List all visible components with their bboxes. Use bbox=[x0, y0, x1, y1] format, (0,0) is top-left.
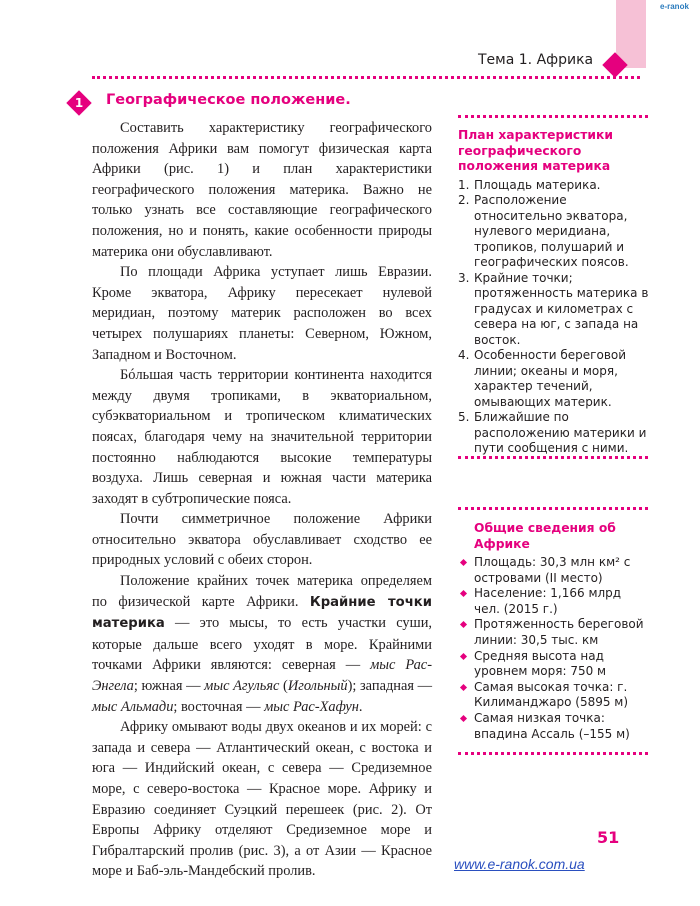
plan-box-top-divider bbox=[458, 115, 648, 118]
topic-title: Тема 1. Африка bbox=[478, 52, 594, 68]
list-item bbox=[458, 711, 650, 742]
list-item bbox=[458, 680, 650, 711]
list-item-text: Самая высокая точка: г. Килиманджаро (5895 м) bbox=[474, 679, 629, 710]
list-item bbox=[458, 617, 650, 648]
bullet-diamond-icon bbox=[460, 653, 467, 660]
cape-south: мыс Агульяс bbox=[204, 678, 280, 695]
list-item bbox=[458, 649, 650, 680]
paragraph-climate: Бóльшая часть территории континента находится между двумя тропиками, в экваториальном, субэкваториальном и тропическом климатических поясах, благодаря чему на значительной территории постоянно наблюдаются высокие температуры воздуха. Лишь северная и южная части материка заходят в субтропические пояса. bbox=[92, 367, 432, 507]
extreme-end: . bbox=[358, 698, 363, 715]
paragraph-area: По площади Африка уступает лишь Евразии. Кроме экватора, Африку пересекает нулевой меридиан, поэтому материк расположен во всех четырех полушариях планеты: Северном, Южном, Западном и Восточном. bbox=[92, 264, 432, 363]
paragraph-extreme-points bbox=[92, 571, 432, 717]
plan-box bbox=[458, 128, 650, 457]
bullet-diamond-icon bbox=[460, 715, 467, 722]
list-item bbox=[458, 193, 650, 271]
list-item-text: Самая низкая точка: впадина Ассаль (–155 м) bbox=[474, 710, 630, 741]
section-number: 1 bbox=[74, 96, 84, 110]
publisher-site-link[interactable]: www.e-ranok.com.ua bbox=[454, 856, 585, 872]
list-item-number: 2. bbox=[458, 193, 470, 207]
extreme-term: Крайние точки материка bbox=[92, 594, 432, 632]
publisher-logo: e-ranok bbox=[660, 2, 689, 11]
list-item-text: Площадь материка. bbox=[474, 177, 601, 192]
list-item bbox=[458, 348, 650, 410]
header-divider bbox=[92, 76, 640, 79]
paragraph-symmetry: Почти симметричное положение Африки относительно экватора обуславливает сходство ее природных условий с обеих сторон. bbox=[92, 511, 432, 569]
facts-box-title: Общие сведения об Африке bbox=[474, 521, 616, 551]
section-title: Географическое положение. bbox=[106, 92, 351, 108]
west-label: ); западная — bbox=[347, 678, 432, 695]
list-item bbox=[458, 271, 650, 349]
bullet-diamond-icon bbox=[460, 684, 467, 691]
facts-box bbox=[458, 521, 650, 742]
list-item-number: 3. bbox=[458, 270, 470, 285]
list-item-text: Крайние точки; протяженность материка в градусах и километрах с севера на юг, с запада на восток. bbox=[474, 270, 649, 347]
paragraph-intro: Составить характеристику географического положения Африки вам помогут физическая карта Африки (рис. 1) и план характеристики географического положения материка. Важно не только узнать все составляющие географического положения, но и понять, какие особенности природы материка они обуславливают. bbox=[92, 120, 432, 260]
plan-list bbox=[458, 178, 650, 457]
list-item bbox=[458, 555, 650, 586]
list-item-number: 5. bbox=[458, 410, 470, 424]
facts-box-bottom-divider bbox=[458, 752, 648, 755]
list-item-text: Протяженность береговой линии: 30,5 тыс. км bbox=[474, 617, 644, 647]
bullet-diamond-icon bbox=[460, 559, 467, 566]
list-item bbox=[458, 178, 650, 194]
east-label: ; восточная — bbox=[173, 698, 265, 715]
cape-east: мыс Рас-Хафун bbox=[264, 698, 359, 715]
facts-box-top-divider bbox=[458, 507, 648, 510]
bullet-diamond-icon bbox=[460, 590, 467, 597]
extreme-intro: Положение крайних точек материка определяем по физической карте Африки. bbox=[92, 573, 432, 610]
list-item-text: Особенности береговой линии; океаны и моря, характер течений, омывающих материк. bbox=[474, 348, 627, 409]
paragraph-oceans: Африку омывают воды двух океанов и их морей: с запада и севера — Атлантический океан, с востока и юга — Индийский океан, с севера — Средиземное море, с северо-востока — Красное море. Африку и Евразию соединяет Суэцкий перешеек (рис. 2). От Европы Африку отделяют Средиземное море и Гибралтарский пролив (рис. 3), а от Азии — Красное море и Баб-эль-Мандебский пролив. bbox=[92, 719, 432, 880]
cape-south-alt: Игольный bbox=[287, 678, 348, 695]
list-item bbox=[458, 586, 650, 617]
list-item-number: 1. bbox=[458, 177, 470, 192]
list-item-text: Население: 1,166 млрд чел. (2015 г.) bbox=[474, 586, 622, 616]
plan-box-title: План характеристики географического положения материка bbox=[458, 128, 613, 173]
facts-list bbox=[458, 555, 650, 742]
page-number: 51 bbox=[597, 828, 620, 847]
south-label: ; южная — bbox=[133, 678, 205, 695]
section-heading bbox=[74, 92, 432, 116]
extreme-definition: — это мысы, то есть участки суши, которые дальше всего уходят в море. Крайними точками Африки являются: северная — bbox=[92, 615, 432, 674]
plan-box-bottom-divider bbox=[458, 456, 648, 459]
list-item-text: Средняя высота над уровнем моря: 750 м bbox=[474, 648, 607, 679]
south-alt-open: ( bbox=[279, 678, 288, 695]
cape-west: мыс Альмади bbox=[92, 698, 174, 715]
cape-north: мыс Рас-Энгела bbox=[92, 657, 432, 695]
list-item-text: Ближайшие по расположению материки и пути сообщения с ними. bbox=[474, 410, 647, 455]
list-item-number: 4. bbox=[458, 348, 470, 362]
main-text bbox=[74, 92, 432, 882]
list-item-text: Расположение относительно экватора, нулевого меридиана, тропиков, полушарий и географических поясов. bbox=[474, 193, 629, 269]
bullet-diamond-icon bbox=[460, 621, 467, 628]
list-item bbox=[458, 410, 650, 457]
list-item-text: Площадь: 30,3 млн км² с островами (II место) bbox=[474, 555, 631, 585]
